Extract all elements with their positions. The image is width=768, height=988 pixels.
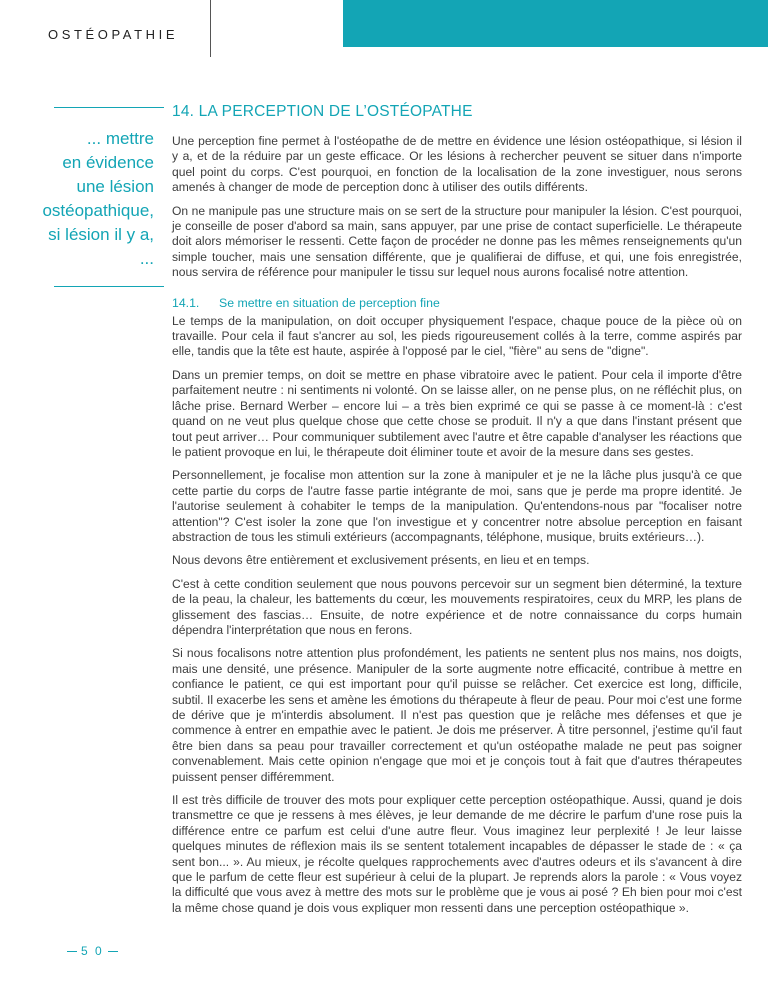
paragraph: On ne manipule pas une structure mais on se sert de la structure pour manipuler la lésion. C'est pourquoi, je conseille de poser d'abord sa main, sans appuyer, par une prise de contact superficielle. Le thérapeute doit alors mémoriser le ressenti. Cette façon de procéder ne donne pas les mêmes renseignements qu'un simple toucher, mais une sensation différente, que je qualifierai de diffuse, et qui, une fois enregistrée, nous servira de référence pour manipuler le tissu sur lequel nous aurons focalisé notre attention.	[172, 203, 742, 280]
page-number	[63, 944, 122, 958]
pull-quote-line: ... mettre	[86, 129, 154, 148]
running-header: OSTÉOPATHIE	[48, 27, 179, 42]
section-heading	[172, 295, 742, 311]
pull-quote-line: en évidence	[62, 153, 154, 172]
pull-quote-line: ...	[139, 249, 154, 268]
pull-quote-line: une lésion	[76, 177, 154, 196]
pull-quote-line: si lésion il y a,	[48, 225, 154, 244]
section-number: 14.1.	[172, 295, 200, 310]
section-title: Se mettre en situation de perception fine	[219, 295, 440, 310]
header-accent-band	[343, 0, 768, 47]
chapter-title: 14. LA PERCEPTION DE L’OSTÉOPATHE	[172, 103, 473, 120]
paragraph: Nous devons être entièrement et exclusivement présents, en lieu et en temps.	[172, 553, 590, 568]
page-number-dash	[108, 951, 118, 952]
header-bar	[0, 0, 768, 58]
paragraph: Dans un premier temps, on doit se mettre en phase vibratoire avec le patient. Pour cela il importe d'être parfaitement neutre : ni sentiments ni volonté. On se laisse aller, on ne pense plus, on ne réfléchit plus, on lâche prise. Bernard Werber – encore lui – a très bien exprimé ce qui se passe à ce moment-là : c'est quand on ne veut plus quelque chose que cette chose se produit. Il n'y a que dans l'instant présent que tout peut arriver… Pour communiquer subtilement avec l'autre et être capable d'analyser les réactions que le patient provoque en lui, le thérapeute doit éliminer toute et avoir de la mesure dans ses gestes.	[172, 367, 742, 459]
pull-quote-top-rule	[54, 107, 164, 108]
page-number-dash	[67, 951, 77, 952]
header-divider	[210, 0, 211, 57]
page-number-text: 5 0	[81, 944, 104, 958]
pull-quote	[24, 127, 154, 271]
paragraph: Si nous focalisons notre attention plus profondément, les patients ne sentent plus nos mains, nos doigts, mais une densité, une présence. Manipuler de la sorte augmente notre efficacité, contribue à mettre en confiance le patient, ce qui est important pour qu'il puisse se relâcher. Cet exercice est long, difficile, subtil. Il exacerbe les sens et amène les émotions du thérapeute à fleur de peau. Pour moi c'est une forme de dérive que je m'interdis absolument. Il n'est pas question que je relâche mes défenses et que je commence à entrer en empathie avec le patient. Je dois me préserver. À titre personnel, j'estime qu'il faut être bien dans sa peau pour travailler correctement et qu'un ostéopathe malade ne peut pas soigner convenablement. Mais cette opinion n'engage que moi et je conçois tout à fait que d'autres thérapeutes puissent penser différemment.	[172, 646, 742, 784]
pull-quote-bottom-rule	[54, 286, 164, 287]
paragraph: Le temps de la manipulation, on doit occuper physiquement l'espace, chaque pouce de la pièce où on travaille. Pour cela il faut s'ancrer au sol, les pieds rigoureusement collés à la terre, comme aspirés par elle, tandis que la tête est haute, aspirée à l'opposé par le ciel, "fière" au sens de "digne".	[172, 313, 742, 359]
paragraph: C'est à cette condition seulement que nous pouvons percevoir sur un segment bien déterminé, la texture de la peau, la chaleur, les battements du cœur, les mouvements respiratoires, ceux du MRP, les plans de glissement des fascias… Ensuite, de notre expérience et de notre connaissance du corps humain dépendra l'interprétation que nous en ferons.	[172, 576, 742, 637]
paragraph: Personnellement, je focalise mon attention sur la zone à manipuler et je ne la lâche plus jusqu'à ce que cette partie du corps de l'autre fasse partie intégrante de moi, sans que je perde ma propre identité. Je l'autorise seulement à cohabiter le temps de la manipulation. Qu'entendons-nous par "focaliser notre attention"? C'est isoler la zone que l'on investigue et y concentrer notre absolue perception en faisant abstraction de tous les stimuli extérieurs (accompagnants, téléphone, musique, bruits extérieurs…).	[172, 468, 742, 544]
main-text-column	[172, 102, 742, 924]
paragraph: Il est très difficile de trouver des mots pour expliquer cette perception ostéopathique. Aussi, quand je dois transmettre ce que je ressens à mes élèves, je leur demande de me décrire le parfum d'une rose puis la différence entre ce parfum est celui d'une autre fleur. Vous imaginez leur perplexité ! Je leur laisse quelques minutes de réflexion mais ils se sentent totalement incapables de dépasser le stade de : « ça sent bon... ». Au mieux, je récolte quelques rapprochements avec d'autres odeurs et ils s'avancent à dire que le parfum de cette fleur est supérieur à celui de la plupart. Je reprends alors la parole : « Vous voyez la difficulté que vous avez à mettre des mots sur le problème que je vous ai posé ? Eh bien pour moi c'est la même chose quand je dois vous expliquer mon ressenti dans une perception ostéopathique ».	[172, 793, 742, 915]
pull-quote-line: ostéopathique,	[42, 201, 154, 220]
paragraph: Une perception fine permet à l'ostéopathe de de mettre en évidence une lésion ostéopathique, si lésion il y a, et de la réduire par un geste efficace. Or les lésions à rechercher peuvent se situer dans n'importe quel point du corps. C'est pourquoi, en fonction de la localisation de la zone investiguer, nous serons amenés à changer de mode de perception donc à utiliser des outils différents.	[172, 134, 742, 195]
